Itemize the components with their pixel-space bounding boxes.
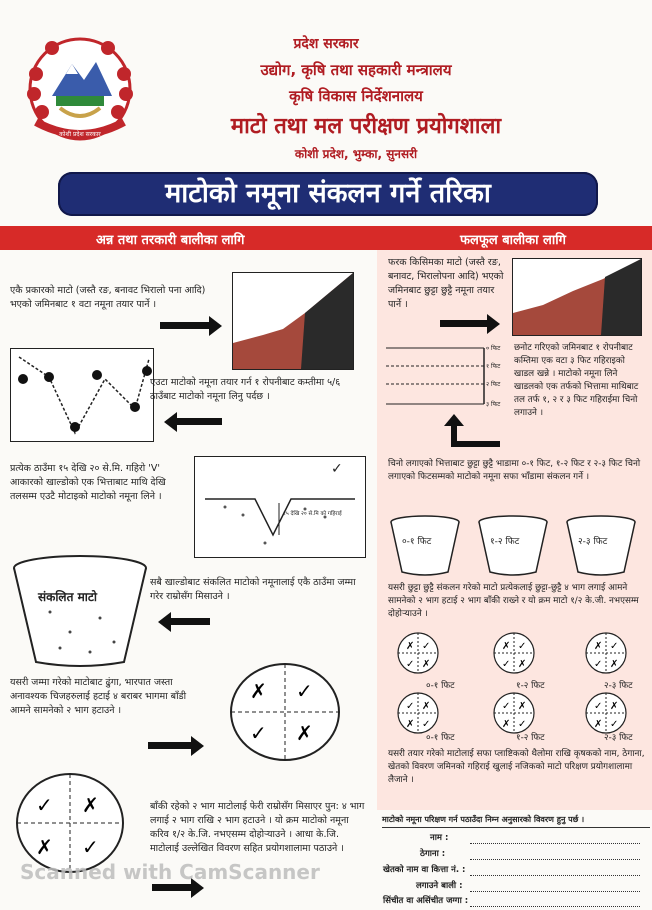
arrow-left-icon [176, 418, 222, 425]
left-step2-text: एउटा माटोको नमूना तयार गर्न १ रोपनीबाट कम्तीमा ५/६ ठाउँबाट माटोको नमूना लिनु पर्दछ । [150, 377, 341, 402]
svg-text:✗: ✗ [406, 719, 415, 730]
arrow-right-icon [440, 320, 488, 327]
circle-label-0-1: ०-१ फिट [426, 681, 455, 691]
circle-label-1-2: १-२ फिट [516, 681, 545, 691]
svg-text:✓: ✓ [594, 659, 603, 670]
form-field-plot-label: खेतको नाम वा कित्ता नं. : [383, 865, 466, 875]
form-heading: माटोको नमूना परिक्षण गर्न पठाउँदा निम्न अनुसारको विवरण हुनु पर्छ । [382, 814, 650, 828]
form-field-crop-label: लगाउने बाली : [416, 881, 463, 891]
circle-label-2-3: २-३ फिट [604, 681, 633, 691]
depth-bucket-0-1 [388, 514, 462, 578]
left-step1-text: एकै प्रकारको माटो (जस्तै रङ, बनावट भिरालो पना आदि) भएको जमिनबाट १ वटा नमूना तयार पार्ने । [10, 285, 206, 310]
right-step1-text: फरक किसिमका माटो (जस्तै रङ, बनावट, भिरालोपना आदि) भएको जमिनबाट छुट्टा छुट्टै नमूना तयार पार्ने । [388, 257, 504, 310]
header-directorate: कृषि विकास निर्देशनालय [289, 87, 423, 105]
arrow-right-icon [152, 884, 192, 891]
v-pit-depth-label: १५ देखि २० से.मि को गहिराई [283, 511, 342, 517]
soil-profile-figure [232, 272, 354, 370]
svg-text:✓: ✓ [502, 701, 511, 712]
svg-text:✗: ✗ [610, 659, 619, 670]
right-section-heading: फलफूल बालीका लागि [460, 233, 566, 248]
svg-text:✓: ✓ [331, 461, 343, 477]
up-turn-arrow-icon [444, 414, 504, 450]
svg-text:✗: ✗ [594, 641, 603, 652]
camscanner-watermark: Scanned with CamScanner [20, 860, 320, 884]
svg-text:✓: ✓ [518, 719, 527, 730]
section-heading-bar [0, 226, 652, 250]
form-field-name-line[interactable] [470, 843, 640, 844]
svg-text:✓: ✓ [406, 659, 415, 670]
svg-text:✓: ✓ [406, 701, 415, 712]
left-step5-text: यसरी जम्मा गरेको माटोबाट ढुंगा, भारपात जस्ता अनावश्यक चिजहरुलाई हटाई ४ बराबर भागमा बाँडी आमने सामनेको २ भाग हटाउने । [10, 677, 187, 716]
left-step3-text: प्रत्येक ठाउँमा १५ देखि २० से.मि. गहिरो 'V' आकारको खाल्डोको एक भित्ताबाट माथि देखि तलसम्म एउटै मोटाइको माटोको नमूना लिने । [10, 463, 166, 502]
zigzag-sampling-figure [10, 348, 154, 442]
depth-label-3: ३ फिट [486, 401, 501, 408]
form-field-address-line[interactable] [470, 859, 640, 860]
left-step6-text: बाँकी रहेको २ भाग माटोलाई फेरी राम्रोसँग मिसाएर पुन: ४ भाग लगाई २ भाग राखि २ भाग हटाउने । यो क्रम माटोको नमूना करिव १/२ के.जि. नभएसम्म दोहोऱ्याउने । आधा के.जि. माटोलाई उल्लेखित विवरण सहित प्रयोगशालामा पठाउने । [150, 801, 365, 854]
left-step4-text: सबै खाल्डोबाट संकलित माटोको नमूनालाई एकै ठाउँमा जम्मा गरेर राम्रोसँग मिसाउने । [150, 577, 356, 602]
circle-label-1-2: १-२ फिट [516, 733, 545, 743]
svg-text:✗: ✗ [518, 659, 527, 670]
orchard-soil-profile-figure [512, 258, 642, 336]
arrow-left-icon [170, 618, 210, 625]
small-circle-row-2 [396, 690, 640, 736]
form-field-irrigation-label: सिंचीत वा असिंचीत जग्गा : [383, 896, 469, 906]
form-field-crop-line[interactable] [470, 891, 640, 892]
svg-text:✗: ✗ [610, 701, 619, 712]
bucket-label: १-२ फिट [490, 537, 520, 547]
small-circle-row-1 [396, 630, 640, 676]
bucket-label: २-३ फिट [578, 537, 608, 547]
bucket-label: ०-१ फिट [402, 537, 432, 547]
svg-text:✓: ✓ [518, 641, 527, 652]
collected-soil-bucket [10, 552, 150, 670]
depth-pit-figure [384, 344, 512, 414]
right-step5-text: यसरी तयार गरेको माटोलाई सफा प्लाष्टिकको थैलोमा राखि कृषकको नाम, ठेगाना, खेतको विवरण जमिनको गहिराई खुलाई नजिकको माटो परिक्षण प्रयोगशालामा लैजाने । [388, 749, 645, 785]
circle-label-0-1: ०-१ फिट [426, 733, 455, 743]
svg-text:✓: ✓ [422, 719, 431, 730]
svg-text:✓: ✓ [250, 721, 267, 745]
svg-text:✗: ✗ [502, 641, 511, 652]
svg-text:✗: ✗ [82, 793, 99, 817]
right-step4-text: यसरी छुट्टा छुट्टै संकलन गरेको माटो प्रत्येकलाई छुट्टा-छुट्टै ४ भाग लगाई आमने सामनेको २ भाग हटाई २ भाग बाँकी राख्ने र यो क्रम माटो १/२ के.जी. नभएसम्म दोहोऱ्याउने । [388, 583, 639, 619]
svg-text:✓: ✓ [502, 659, 511, 670]
svg-text:✗: ✗ [422, 659, 431, 670]
v-pit-figure [194, 456, 366, 558]
bucket-label: संकलित माटो [38, 590, 98, 604]
form-field-irrigation-line[interactable] [470, 906, 640, 907]
svg-text:✓: ✓ [36, 793, 53, 817]
svg-text:✓: ✓ [422, 641, 431, 652]
svg-text:✗: ✗ [422, 701, 431, 712]
circle-label-2-3: २-३ फिट [604, 733, 633, 743]
depth-label-2: २ फिट [486, 381, 501, 388]
left-section-heading: अन्न तथा तरकारी बालीका लागि [96, 233, 245, 248]
emblem-ribbon-text: कोशी प्रदेश सरकार [59, 131, 101, 138]
header-address: कोशी प्रदेश, भुम्का, सुनसरी [294, 147, 418, 161]
right-step3-text: चिनो लगाएको भित्ताबाट छुट्टा छुट्टै भाडामा ०-१ फिट, १-२ फिट र २-३ फिट चिनो लगाएको फिटसम्मको माटोको नमूना सफा भाँडामा संकलन गर्ने । [388, 459, 641, 482]
svg-text:✓: ✓ [610, 641, 619, 652]
form-field-name-label: नाम : [430, 833, 449, 843]
form-field-plot-line[interactable] [470, 875, 640, 876]
svg-text:✗: ✗ [518, 701, 527, 712]
svg-text:✓: ✓ [296, 679, 313, 703]
depth-bucket-1-2 [476, 514, 550, 578]
svg-text:✗: ✗ [594, 719, 603, 730]
page-title-banner: माटोको नमूना संकलन गर्ने तरिका [58, 172, 598, 216]
quartering-circle-1 [226, 660, 344, 764]
svg-text:✓: ✓ [610, 719, 619, 730]
header-lab-name: माटो तथा मल परीक्षण प्रयोगशाला [230, 114, 502, 139]
svg-text:✗: ✗ [36, 835, 53, 859]
depth-bucket-2-3 [564, 514, 638, 578]
header-ministry: उद्योग, कृषि तथा सहकारी मन्त्रालय [260, 61, 452, 79]
svg-text:✗: ✗ [406, 641, 415, 652]
arrow-right-icon [148, 742, 192, 749]
right-step2-text: छनोट गरिएको जमिनबाट १ रोपनीबाट कम्तिमा एक वटा ३ फिट गहिराइको खाडल खन्ने । माटोको नमूना लिने खाडलको एक तर्फको भित्तामा माथिबाट तल तर्फ १, २ र ३ फिट गहिराईमा चिनो लगाउने । [514, 343, 639, 418]
header-province-gov: प्रदेश सरकार [293, 36, 359, 52]
svg-text:✗: ✗ [296, 721, 313, 745]
depth-label-0: ० फिट [486, 345, 501, 352]
svg-text:✗: ✗ [250, 679, 267, 703]
form-field-address-label: ठेगाना : [420, 849, 446, 859]
svg-text:✓: ✓ [594, 701, 603, 712]
depth-label-1: १ फिट [486, 363, 501, 370]
arrow-right-icon [160, 322, 210, 329]
svg-text:✓: ✓ [82, 835, 99, 859]
svg-text:✗: ✗ [502, 719, 511, 730]
